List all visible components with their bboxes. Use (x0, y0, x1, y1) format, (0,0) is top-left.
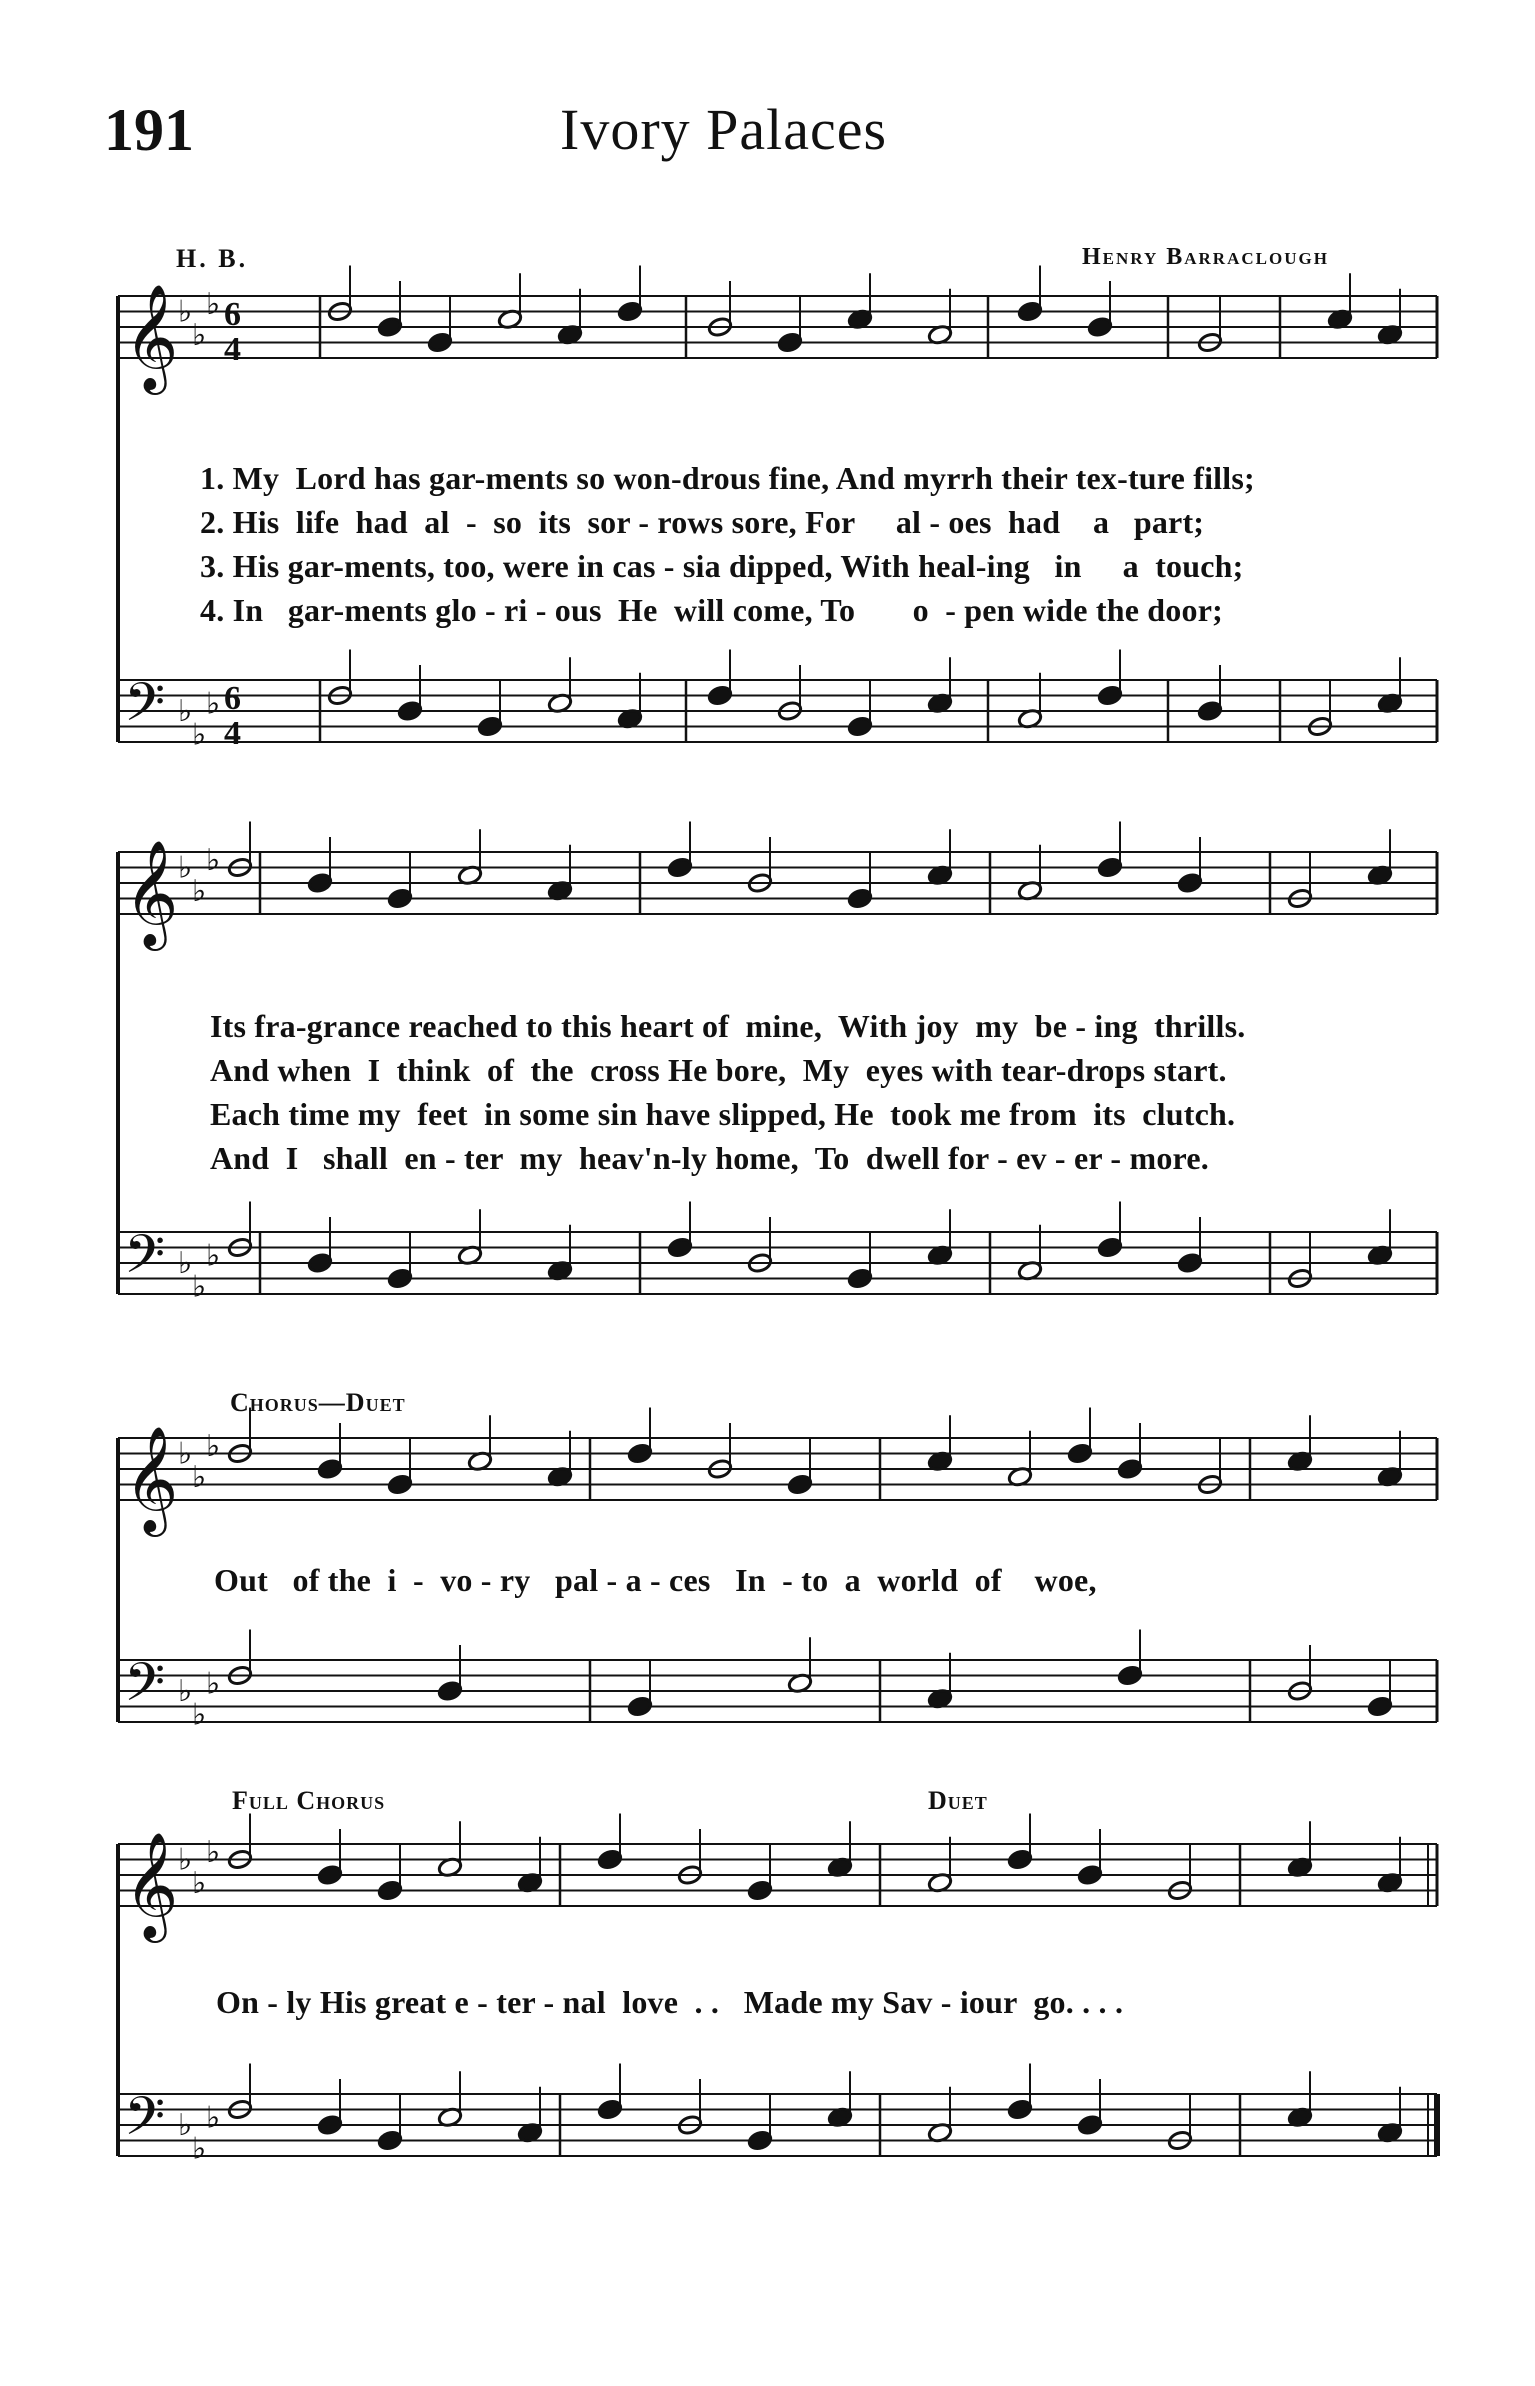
full-chorus-lyric: On - ly His great e - ter - nal love . . Made my Sav - iour go. . . . (216, 1984, 1124, 2020)
flat-icon: ♭ (206, 1834, 221, 1870)
chorus-duet-lyric: Out of the i - vo - ry pal - a - ces In - to a world of woe, (214, 1562, 1097, 1598)
words-credit: H. B. (176, 244, 249, 273)
verse-2-line-1: 2. His life had al - so its sor - rows sore, For al - oes had a part; (200, 504, 1205, 540)
flat-icon: ♭ (192, 873, 207, 909)
verse-1-line-1: 1. My Lord has gar-ments so won-drous fine, And myrrh their tex-ture fills; (200, 460, 1255, 496)
hymn-number: 191 (104, 97, 194, 163)
treble-clef-icon: 𝄞 (124, 1425, 179, 1532)
bass-clef-icon: 𝄢 (124, 1652, 166, 1727)
flat-icon: ♭ (206, 842, 221, 878)
chorus-duet-label: Chorus—Duet (230, 1388, 406, 1417)
flat-icon: ♭ (178, 1436, 193, 1472)
flat-icon: ♭ (206, 1666, 221, 1702)
bass-clef-icon: 𝄢 (124, 1224, 166, 1299)
flat-icon: ♭ (192, 317, 207, 353)
verse-3-line-2: Each time my feet in some sin have slipped, He took me from its clutch. (210, 1096, 1236, 1132)
flat-icon: ♭ (178, 1674, 193, 1709)
flat-icon: ♭ (192, 717, 207, 753)
verse-4-line-1: 4. In gar-ments glo - ri - ous He will come, To o - pen wide the door; (200, 592, 1223, 628)
flat-icon: ♭ (206, 1428, 221, 1464)
hymn-title: Ivory Palaces (560, 97, 888, 162)
bass-clef-icon: 𝄢 (124, 2086, 166, 2161)
verse-3-line-1: 3. His gar-ments, too, were in cas - sia dipped, With heal-ing in a touch; (200, 548, 1244, 584)
bass-clef-icon: 𝄢 (124, 672, 166, 747)
flat-icon: ♭ (178, 2108, 193, 2143)
flat-icon: ♭ (178, 850, 193, 886)
flat-icon: ♭ (192, 1269, 207, 1305)
flat-icon: ♭ (206, 2100, 221, 2136)
time-signature-bottom: 4 (224, 715, 241, 752)
flat-icon: ♭ (178, 694, 193, 729)
treble-clef-icon: 𝄞 (124, 283, 179, 390)
verse-1-line-2: Its fra-grance reached to this heart of mine, With joy my be - ing thrills. (210, 1008, 1246, 1044)
flat-icon: ♭ (178, 294, 193, 330)
flat-icon: ♭ (192, 1697, 207, 1733)
full-chorus-label: Full Chorus (232, 1786, 386, 1815)
flat-icon: ♭ (192, 1865, 207, 1901)
flat-icon: ♭ (206, 686, 221, 722)
flat-icon: ♭ (206, 286, 221, 322)
composer-credit: Henry Barraclough (1082, 244, 1329, 270)
time-signature-top: 6 (224, 680, 241, 717)
flat-icon: ♭ (178, 1246, 193, 1281)
duet-label: Duet (928, 1786, 988, 1815)
time-signature-bottom: 4 (224, 331, 241, 368)
flat-icon: ♭ (192, 2131, 207, 2167)
flat-icon: ♭ (192, 1459, 207, 1495)
time-signature-top: 6 (224, 296, 241, 333)
treble-clef-icon: 𝄞 (124, 1831, 179, 1938)
flat-icon: ♭ (178, 1842, 193, 1878)
treble-clef-icon: 𝄞 (124, 839, 179, 946)
verse-2-line-2: And when I think of the cross He bore, My eyes with tear-drops start. (210, 1052, 1227, 1088)
flat-icon: ♭ (206, 1238, 221, 1274)
verse-4-line-2: And I shall en - ter my heav'n-ly home, To dwell for - ev - er - more. (210, 1140, 1209, 1176)
